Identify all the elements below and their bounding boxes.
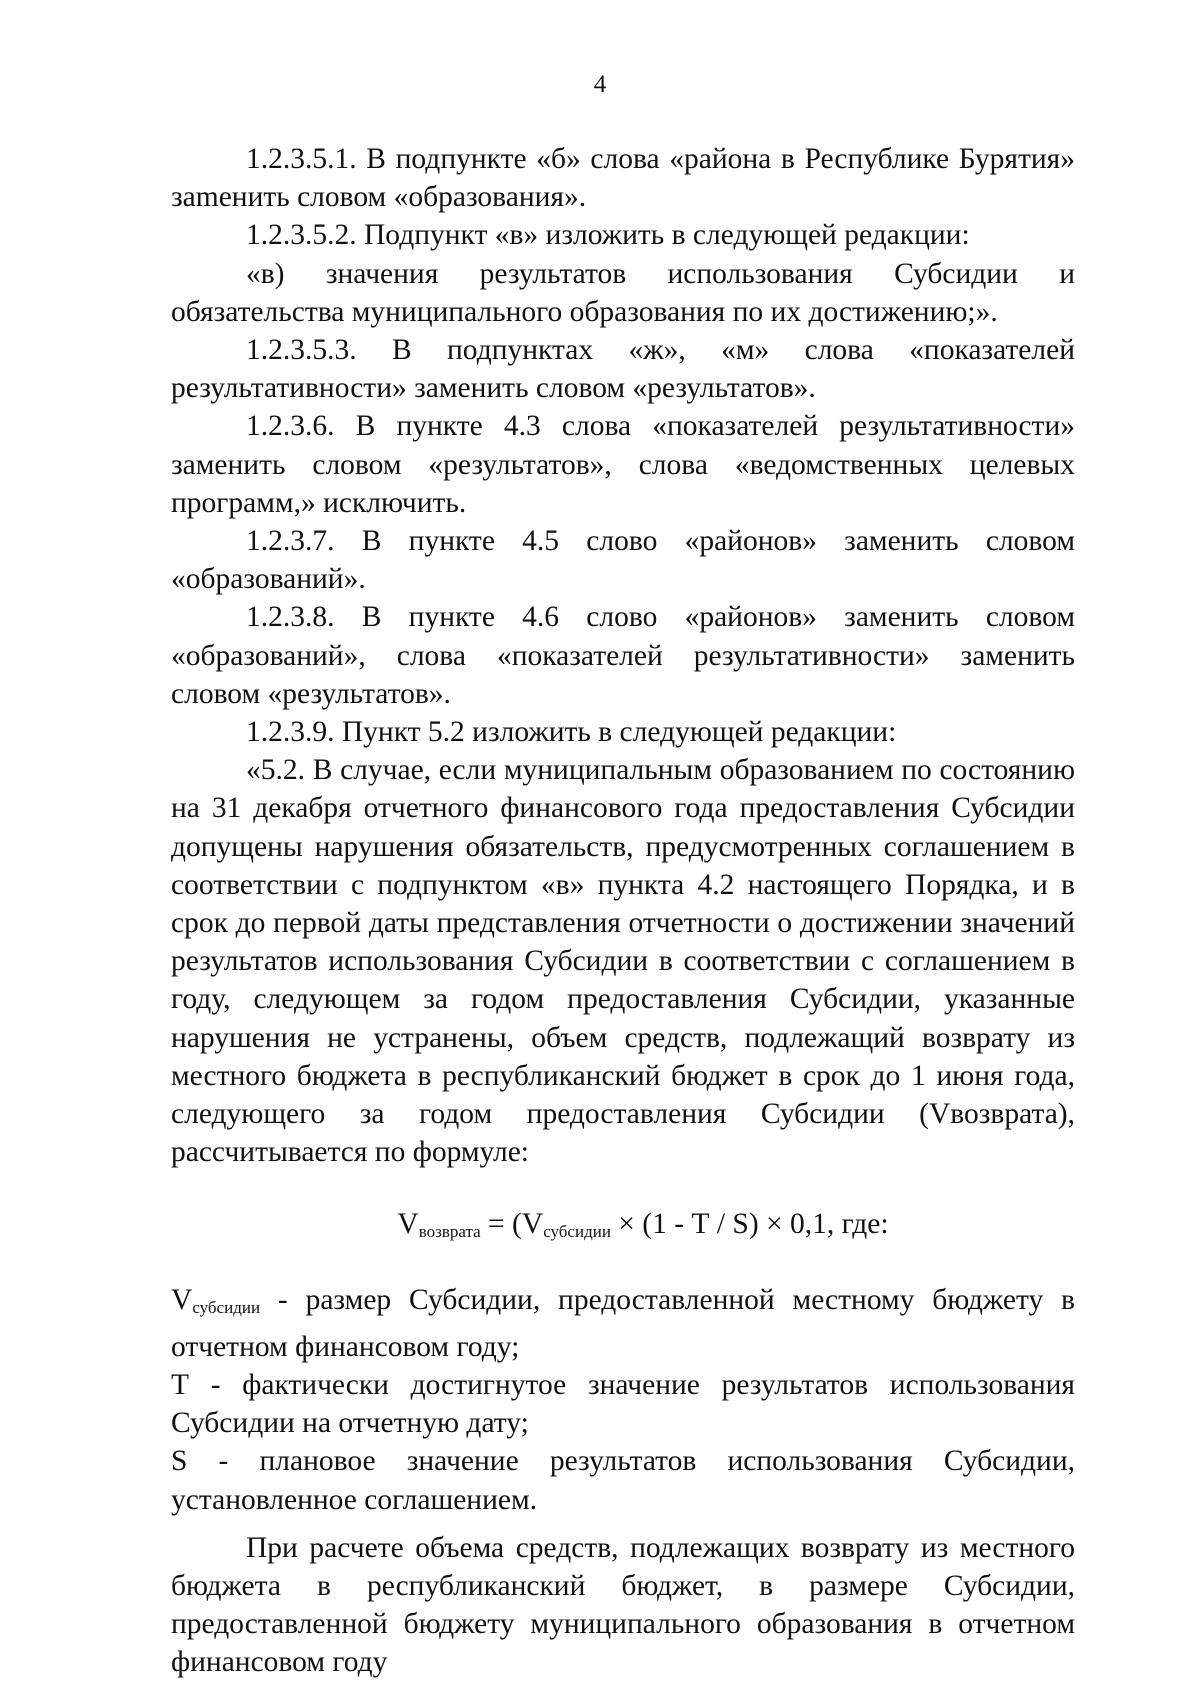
document-body [171, 140, 1075, 1682]
formula-rest: × (1 - Т / S) × 0,1, где: [610, 1208, 889, 1241]
definition-s: S - плановое значение результатов использования Субсидии, установленное соглашением. [171, 1445, 1075, 1516]
spacer [171, 1519, 1075, 1529]
paragraph-1-2-3-5-1: 1.2.3.5.1. В подпункте «б» слова «района в Республике Бурятия» заmенить словом «образования». [171, 143, 1075, 214]
formula-sub-subsidii: субсидии [543, 1222, 611, 1242]
page-number: 4 [593, 71, 607, 98]
paragraph-subpoint-v: «в) значения результатов использования Субсидии и обязательства муниципального образования по их достижению;». [171, 257, 1075, 328]
formula-v: V [397, 1208, 419, 1241]
formula-sub-vozvrata: возврата [418, 1222, 481, 1242]
return-formula [171, 1189, 1075, 1259]
paragraph-1-2-3-6: 1.2.3.6. В пункте 4.3 слова «показателей результативности» заменить словом «результатов», слова «ведомственных целевых программ,» исключить. [171, 410, 1075, 519]
paragraph-final: При расчете объема средств, подлежащих возврату из местного бюджета в республиканский бюджет, в размере Субсидии, предоставленной бюджету муниципального образования в отчетном финансовом году [171, 1531, 1075, 1679]
definition-t: Т - фактически достигнутое значение результатов использования Субсидии на отчетную дату; [171, 1368, 1075, 1440]
paragraph-1-2-3-5-2: 1.2.3.5.2. Подпункт «в» изложить в следующей редакции: [246, 219, 970, 252]
definition-v-text: - размер Субсидии, предоставленной местному бюджету в отчетном финансовом году; [171, 1284, 1075, 1363]
paragraph-1-2-3-7: 1.2.3.7. В пункте 4.5 слово «районов» заменить словом «образований». [171, 525, 1075, 596]
formula-eq-open: = (V [480, 1208, 544, 1241]
definition-v: V [171, 1284, 193, 1317]
definition-v-sub: субсидии [192, 1298, 261, 1318]
paragraph-1-2-3-5-3: 1.2.3.5.3. В подпунктах «ж», «м» слова «показателей результативности» заменить словом «результатов». [171, 334, 1075, 405]
paragraph-1-2-3-8: 1.2.3.8. В пункте 4.6 слово «районов» заменить словом «образований», слова «показателей результативности» заменить словом «результатов». [171, 601, 1075, 710]
paragraph-5-2: «5.2. В случае, если муниципальным образованием по состоянию на 31 декабря отчетного финансового года предоставления Субсидии допущены нарушения обязательств, предусмотренных соглашением в соответствии с подпунктом «в» пункта 4.2 настоящего Порядка, и в срок до первой даты представления отчетности о достижении значений результатов использования Субсидии в соответствии с соглашением в году, следующем за годом предоставления Субсидии, указанные нарушения не устранены, объем средств, подлежащий возврату из местного бюджета в республиканский бюджет в срок до 1 июня года, следующего за годом предоставления Субсидии (Vвозврата), рассчитывается по формуле: [171, 754, 1075, 1169]
paragraph-1-2-3-9: 1.2.3.9. Пункт 5.2 изложить в следующей редакции: [246, 716, 897, 749]
definition-v-subsidii [171, 1281, 1075, 1365]
